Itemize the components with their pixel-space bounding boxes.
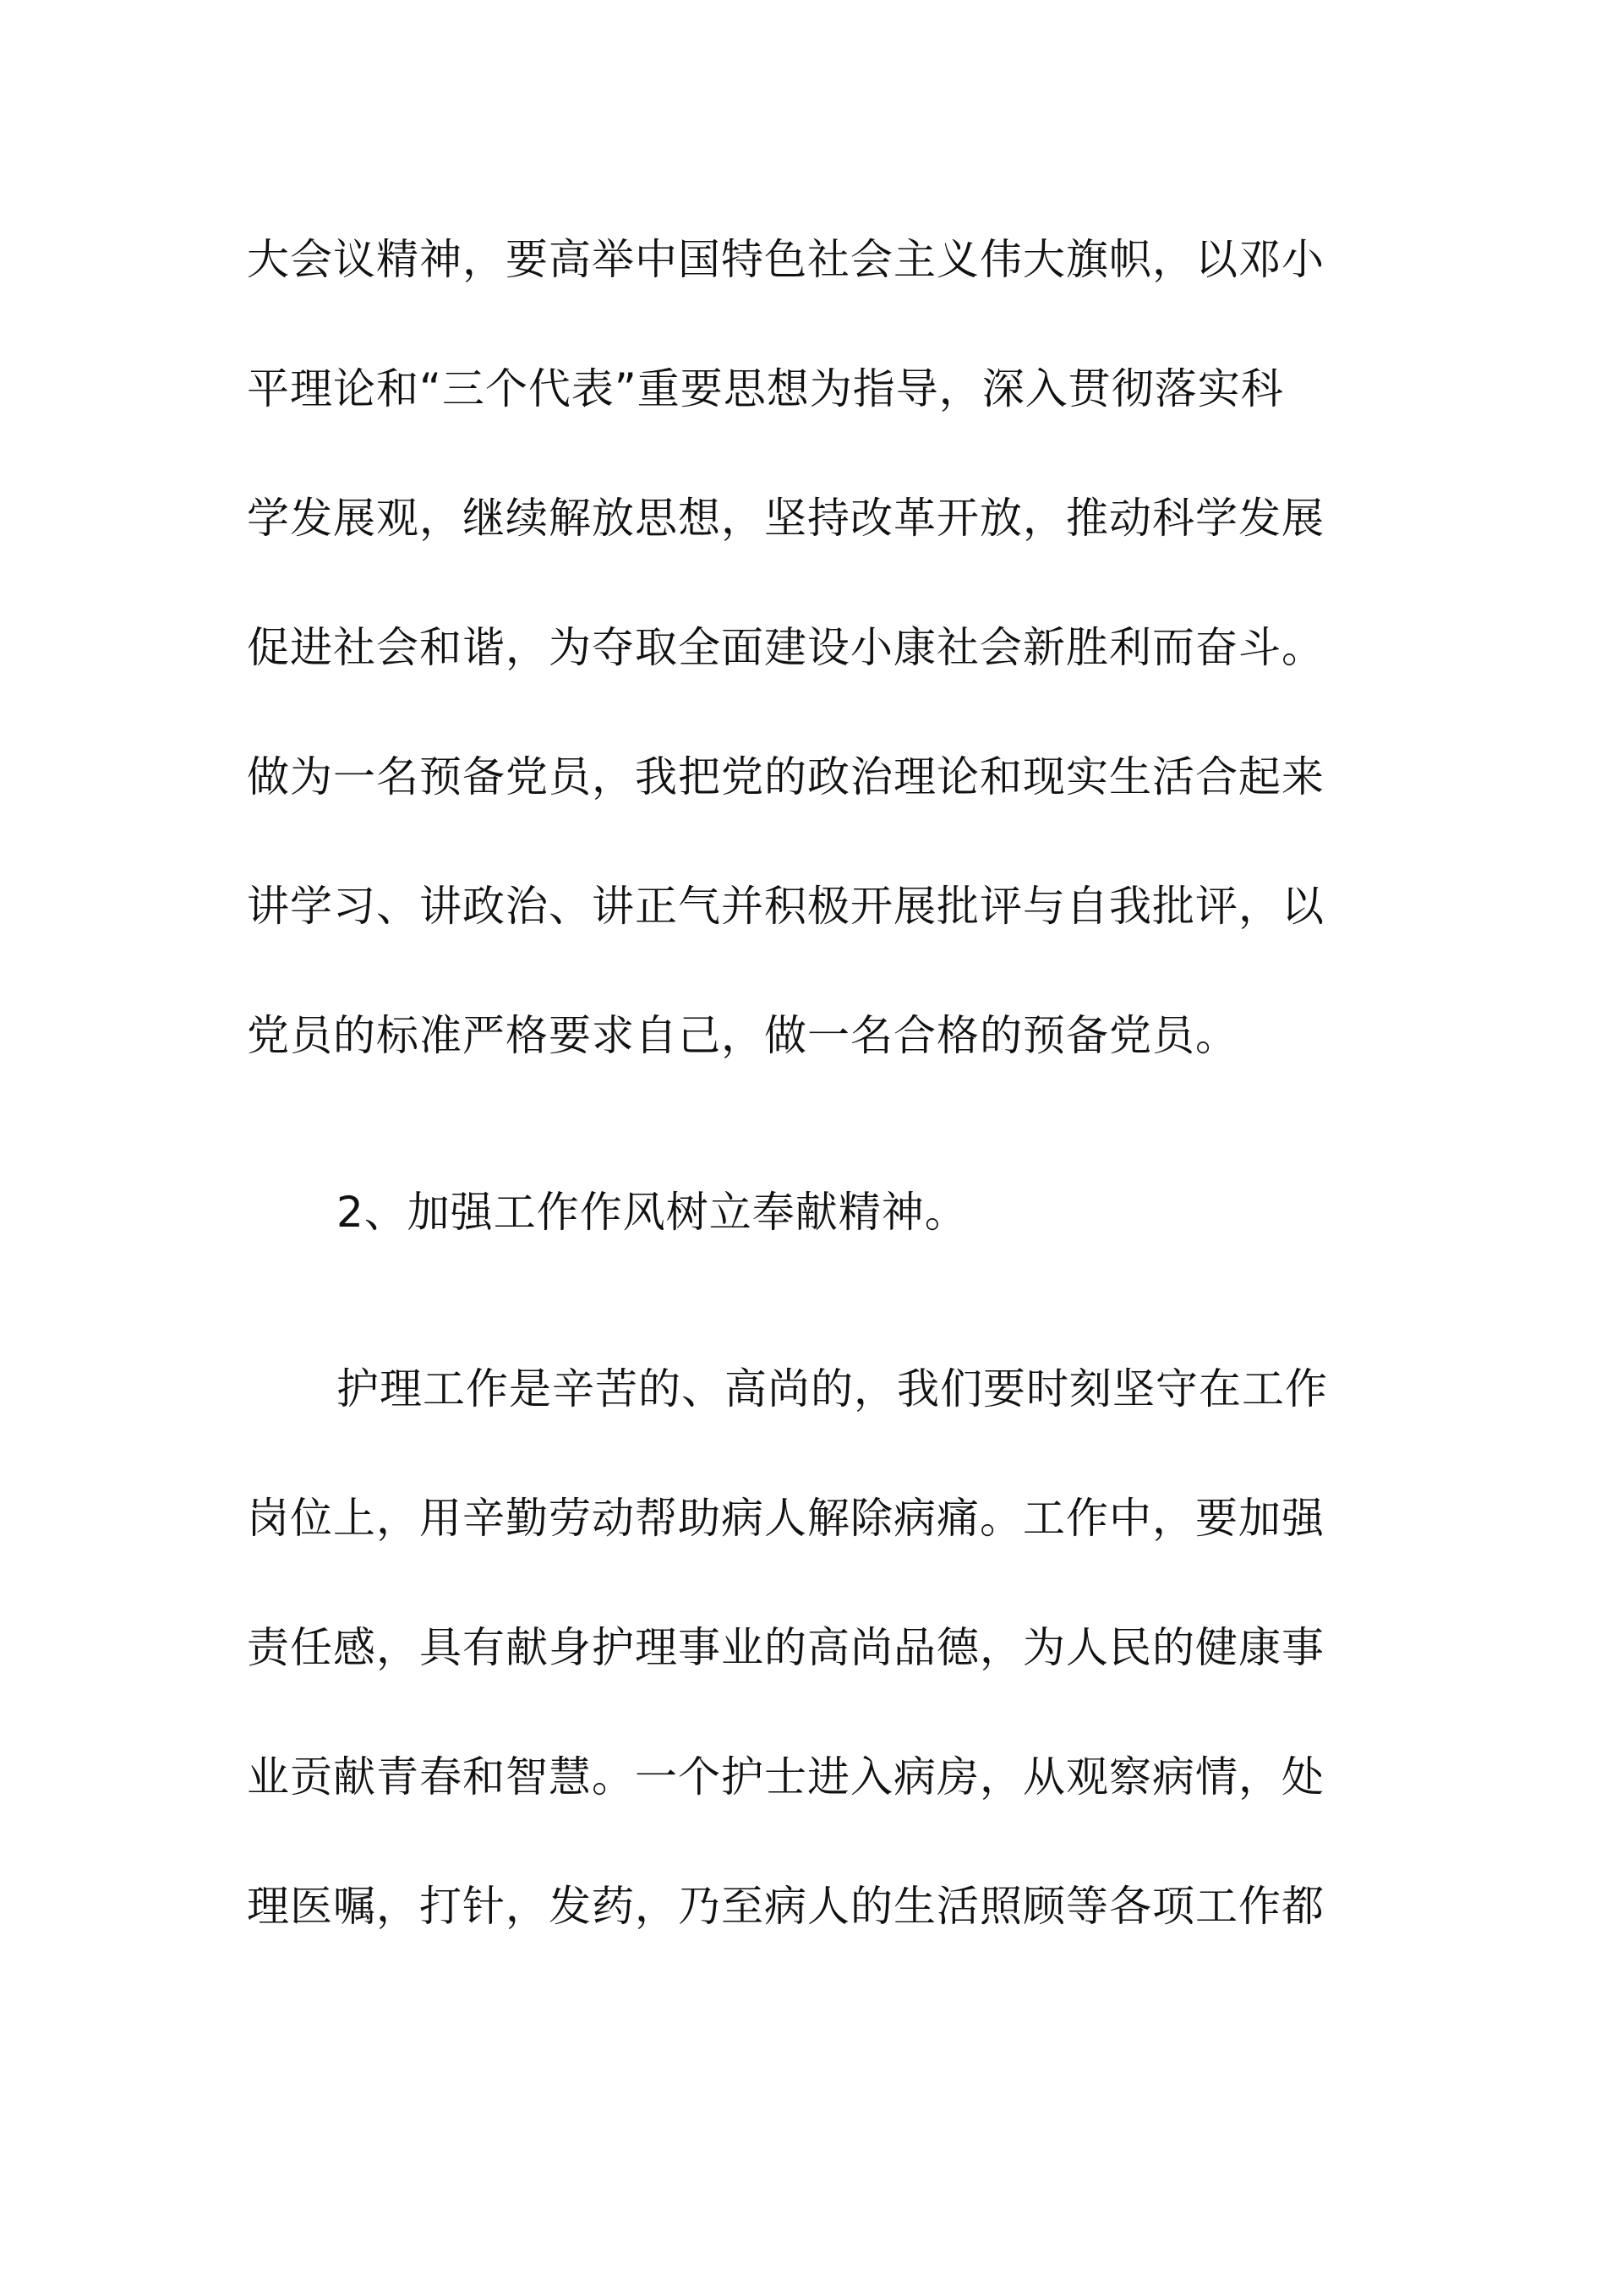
- section-heading: 2、加强工作作风树立奉献精神。: [336, 1188, 968, 1237]
- body-text-line: 理医嘱，打针，发药，乃至病人的生活照顾等各项工作都: [247, 1882, 1325, 1931]
- body-text-line: 讲学习、讲政治、讲正气并积极开展批评与自我批评，以: [247, 882, 1325, 931]
- body-text-line: 责任感，具有献身护理事业的高尚品德，为人民的健康事: [247, 1623, 1325, 1672]
- body-text-line: 大会议精神，要高举中国特色社会主义伟大旗帜，以邓小: [247, 235, 1325, 284]
- body-text-line: 学发展观，继续解放思想，坚持改革开放，推动科学发展: [247, 494, 1325, 543]
- body-text-line: 岗位上，用辛勤劳动帮助病人解除病痛。工作中，要加强: [247, 1494, 1325, 1543]
- body-text-line: 护理工作是辛苦的、高尚的，我们要时刻坚守在工作: [336, 1364, 1328, 1413]
- body-text-line: 党员的标准严格要求自己，做一名合格的预备党员。: [247, 1011, 1238, 1060]
- body-text-line: 平理论和“三个代表”重要思想为指导，深入贯彻落实科: [247, 364, 1284, 413]
- body-text-line: 促进社会和谐，为夺取全面建设小康社会新胜利而奋斗。: [247, 623, 1325, 672]
- body-text-line: 做为一名预备党员，我把党的政治理论和现实生活合起来: [247, 752, 1325, 801]
- body-text-line: 业贡献青春和智慧。一个护士进入病房，从观察病情，处: [247, 1752, 1325, 1801]
